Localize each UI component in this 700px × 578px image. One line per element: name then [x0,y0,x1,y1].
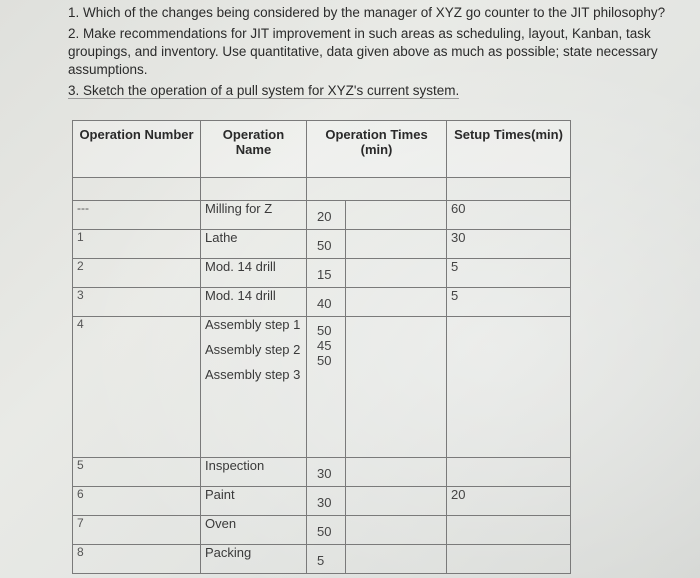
op-number: 8 [73,545,201,574]
op-time: 20 [311,201,346,229]
op-name: Mod. 14 drill [201,259,307,288]
table-row [73,458,571,487]
question-3 [68,82,700,100]
op-number: --- [73,201,201,230]
op-time: 50 [311,230,346,258]
op-name: Assembly step 3 [205,367,301,382]
op-time: 30 [311,458,346,486]
header-operation-number: Operation Number [73,121,201,178]
table-row [73,230,571,259]
table-row [73,545,571,574]
op-name: Lathe [201,230,307,259]
op-name: Paint [201,487,307,516]
op-name: Inspection [201,458,307,487]
setup-time [447,458,571,487]
op-time: 40 [311,288,346,316]
op-name: Milling for Z [201,201,307,230]
op-number: 4 [73,317,201,458]
table-row [73,201,571,230]
operations-table [72,120,571,574]
op-time: 30 [311,487,346,515]
header-operation-times: Operation Times (min) [307,121,447,178]
setup-time: 5 [447,259,571,288]
op-time: 45 [317,338,332,353]
table-header-row [73,121,571,178]
table-row [73,516,571,545]
table-row [73,288,571,317]
op-time: 50 [317,353,332,368]
op-name: Mod. 14 drill [201,288,307,317]
op-name: Assembly step 1 [205,317,301,332]
table-row [73,487,571,516]
setup-time [447,317,571,458]
op-name: Assembly step 2 [205,342,301,357]
setup-time: 60 [447,201,571,230]
op-number: 6 [73,487,201,516]
setup-time: 20 [447,487,571,516]
table-row [73,317,571,458]
op-number: 3 [73,288,201,317]
question-1: 1. Which of the changes being considered by the manager of XYZ go counter to the JIT philosophy? [68,5,666,20]
op-time: 5 [311,545,346,573]
op-name: Packing [201,545,307,574]
op-time: 15 [311,259,346,287]
question-2: 2. Make recommendations for JIT improvement in such areas as scheduling, layout, Kanban, task groupings, and inventory. Use quantitative, data given above as much as possible; state necessary assumptions. [68,26,658,77]
op-number: 7 [73,516,201,545]
question-3-text: 3. Sketch the operation of a pull system for XYZ's current system. [68,83,460,98]
header-setup-times: Setup Times(min) [447,121,571,178]
op-number: 5 [73,458,201,487]
table-row [73,259,571,288]
questions-block [68,4,700,103]
setup-time [447,545,571,574]
op-time: 50 [311,516,346,544]
setup-time [447,516,571,545]
op-name: Oven [201,516,307,545]
setup-time: 30 [447,230,571,259]
op-number: 2 [73,259,201,288]
op-time: 50 [317,323,332,338]
op-number: 1 [73,230,201,259]
setup-time: 5 [447,288,571,317]
header-operation-name: Operation Name [201,121,307,178]
